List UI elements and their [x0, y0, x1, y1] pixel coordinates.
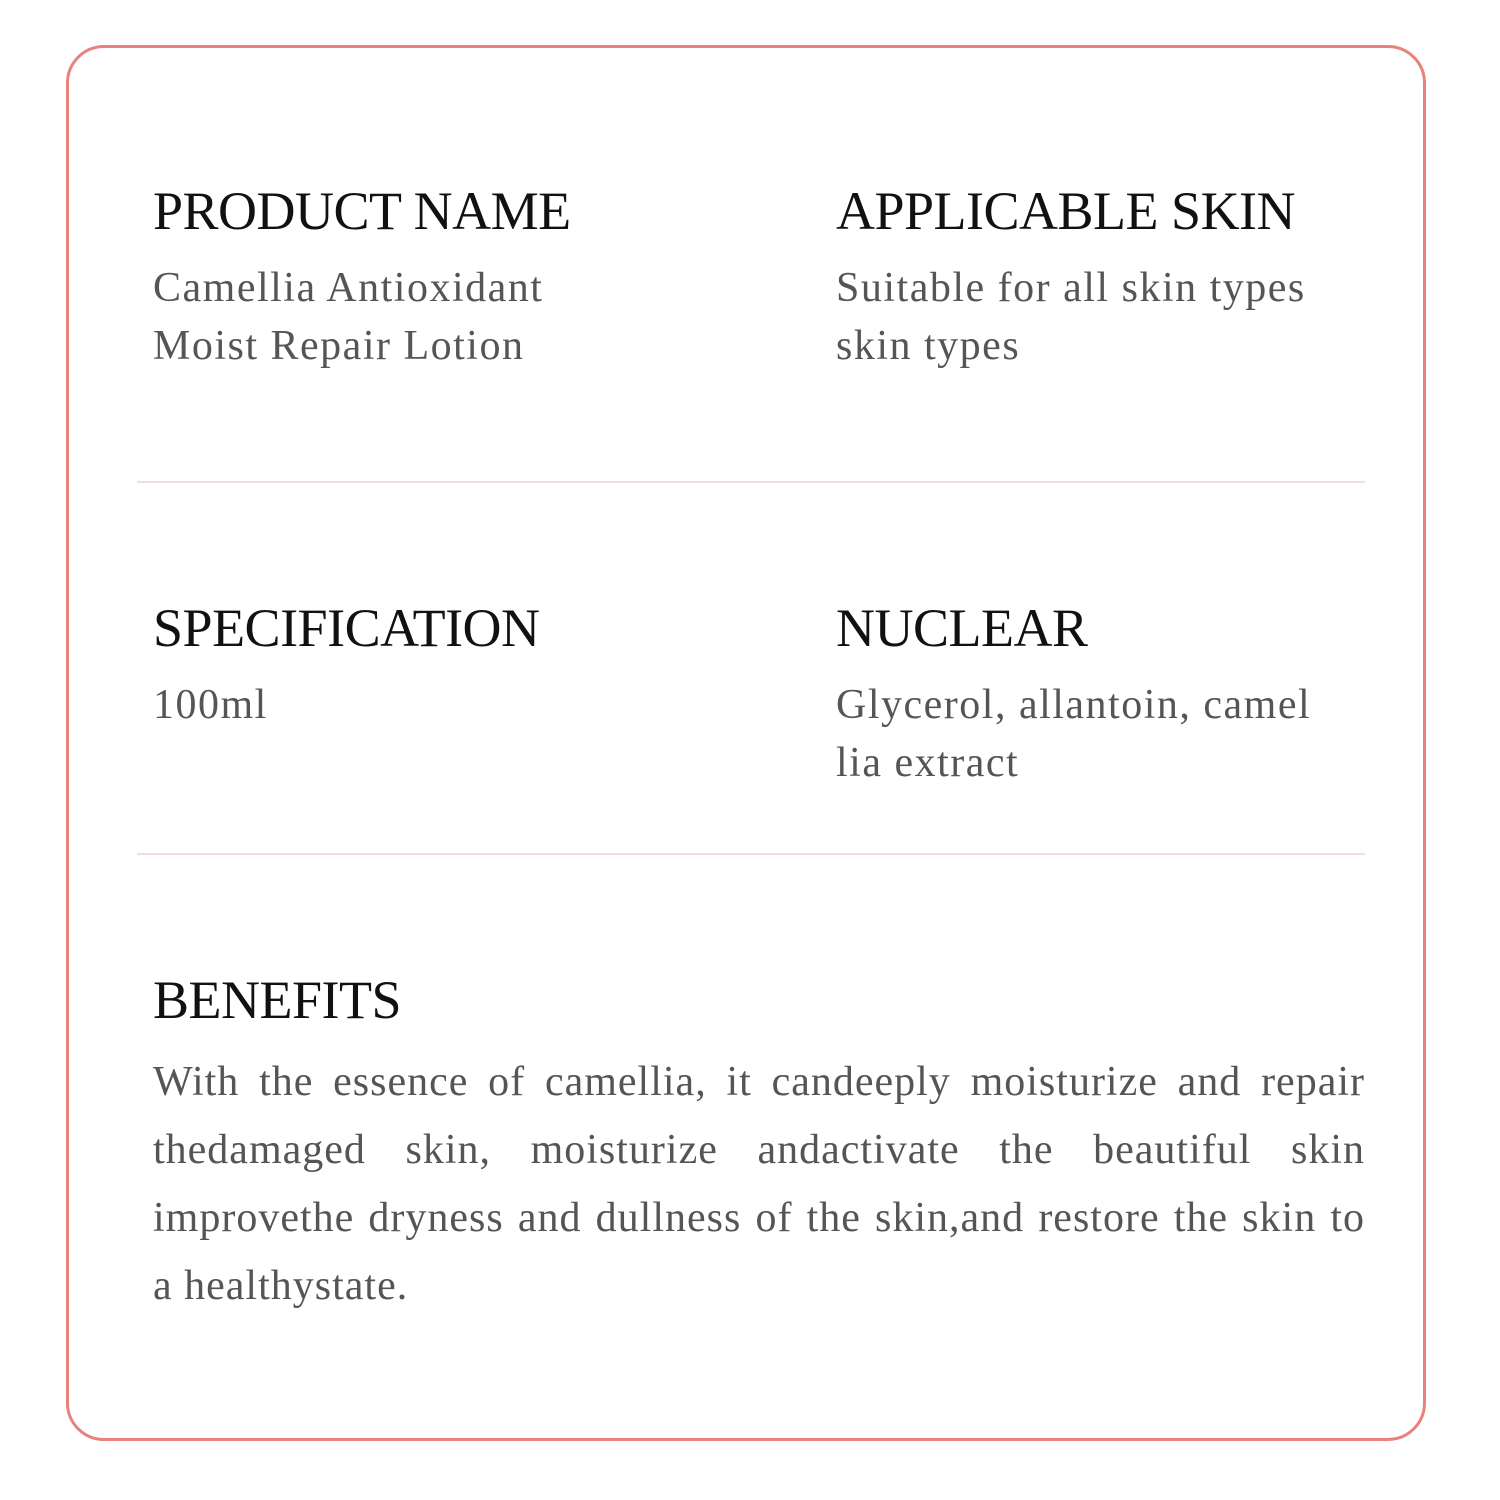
section-divider-2	[137, 853, 1365, 855]
applicable-skin-value	[836, 259, 1396, 375]
product-name-line-1: Camellia Antioxidant	[153, 265, 544, 311]
section-divider-1	[137, 481, 1365, 483]
nuclear-line-1: Glycerol, allantoin, camel	[836, 682, 1312, 728]
product-name-section	[153, 181, 773, 375]
nuclear-value	[836, 676, 1396, 792]
benefits-text: With the essence of camellia, it candeeply moisturize and repair thedamaged skin, moisturize andactivate the beautiful skin improvethe dryness and dullness of the skin,and restore the skin to a healthystate.	[153, 1059, 1365, 1309]
applicable-skin-line-1: Suitable for all skin types	[836, 265, 1306, 311]
applicable-skin-line-2: skin types	[836, 323, 1021, 369]
nuclear-line-2: lia extract	[836, 740, 1020, 786]
applicable-skin-heading: APPLICABLE SKIN	[836, 181, 1296, 241]
benefits-section	[153, 970, 1365, 1320]
specification-line-1: 100ml	[153, 682, 268, 728]
benefits-heading: BENEFITS	[153, 970, 402, 1030]
nuclear-heading: NUCLEAR	[836, 598, 1088, 658]
nuclear-section	[836, 598, 1396, 792]
product-name-heading: PRODUCT NAME	[153, 181, 571, 241]
specification-heading: SPECIFICATION	[153, 598, 540, 658]
product-info-card	[66, 45, 1426, 1441]
applicable-skin-section	[836, 181, 1396, 375]
specification-section	[153, 598, 773, 734]
product-name-value	[153, 259, 773, 375]
product-name-line-2: Moist Repair Lotion	[153, 323, 525, 369]
specification-value	[153, 676, 773, 734]
